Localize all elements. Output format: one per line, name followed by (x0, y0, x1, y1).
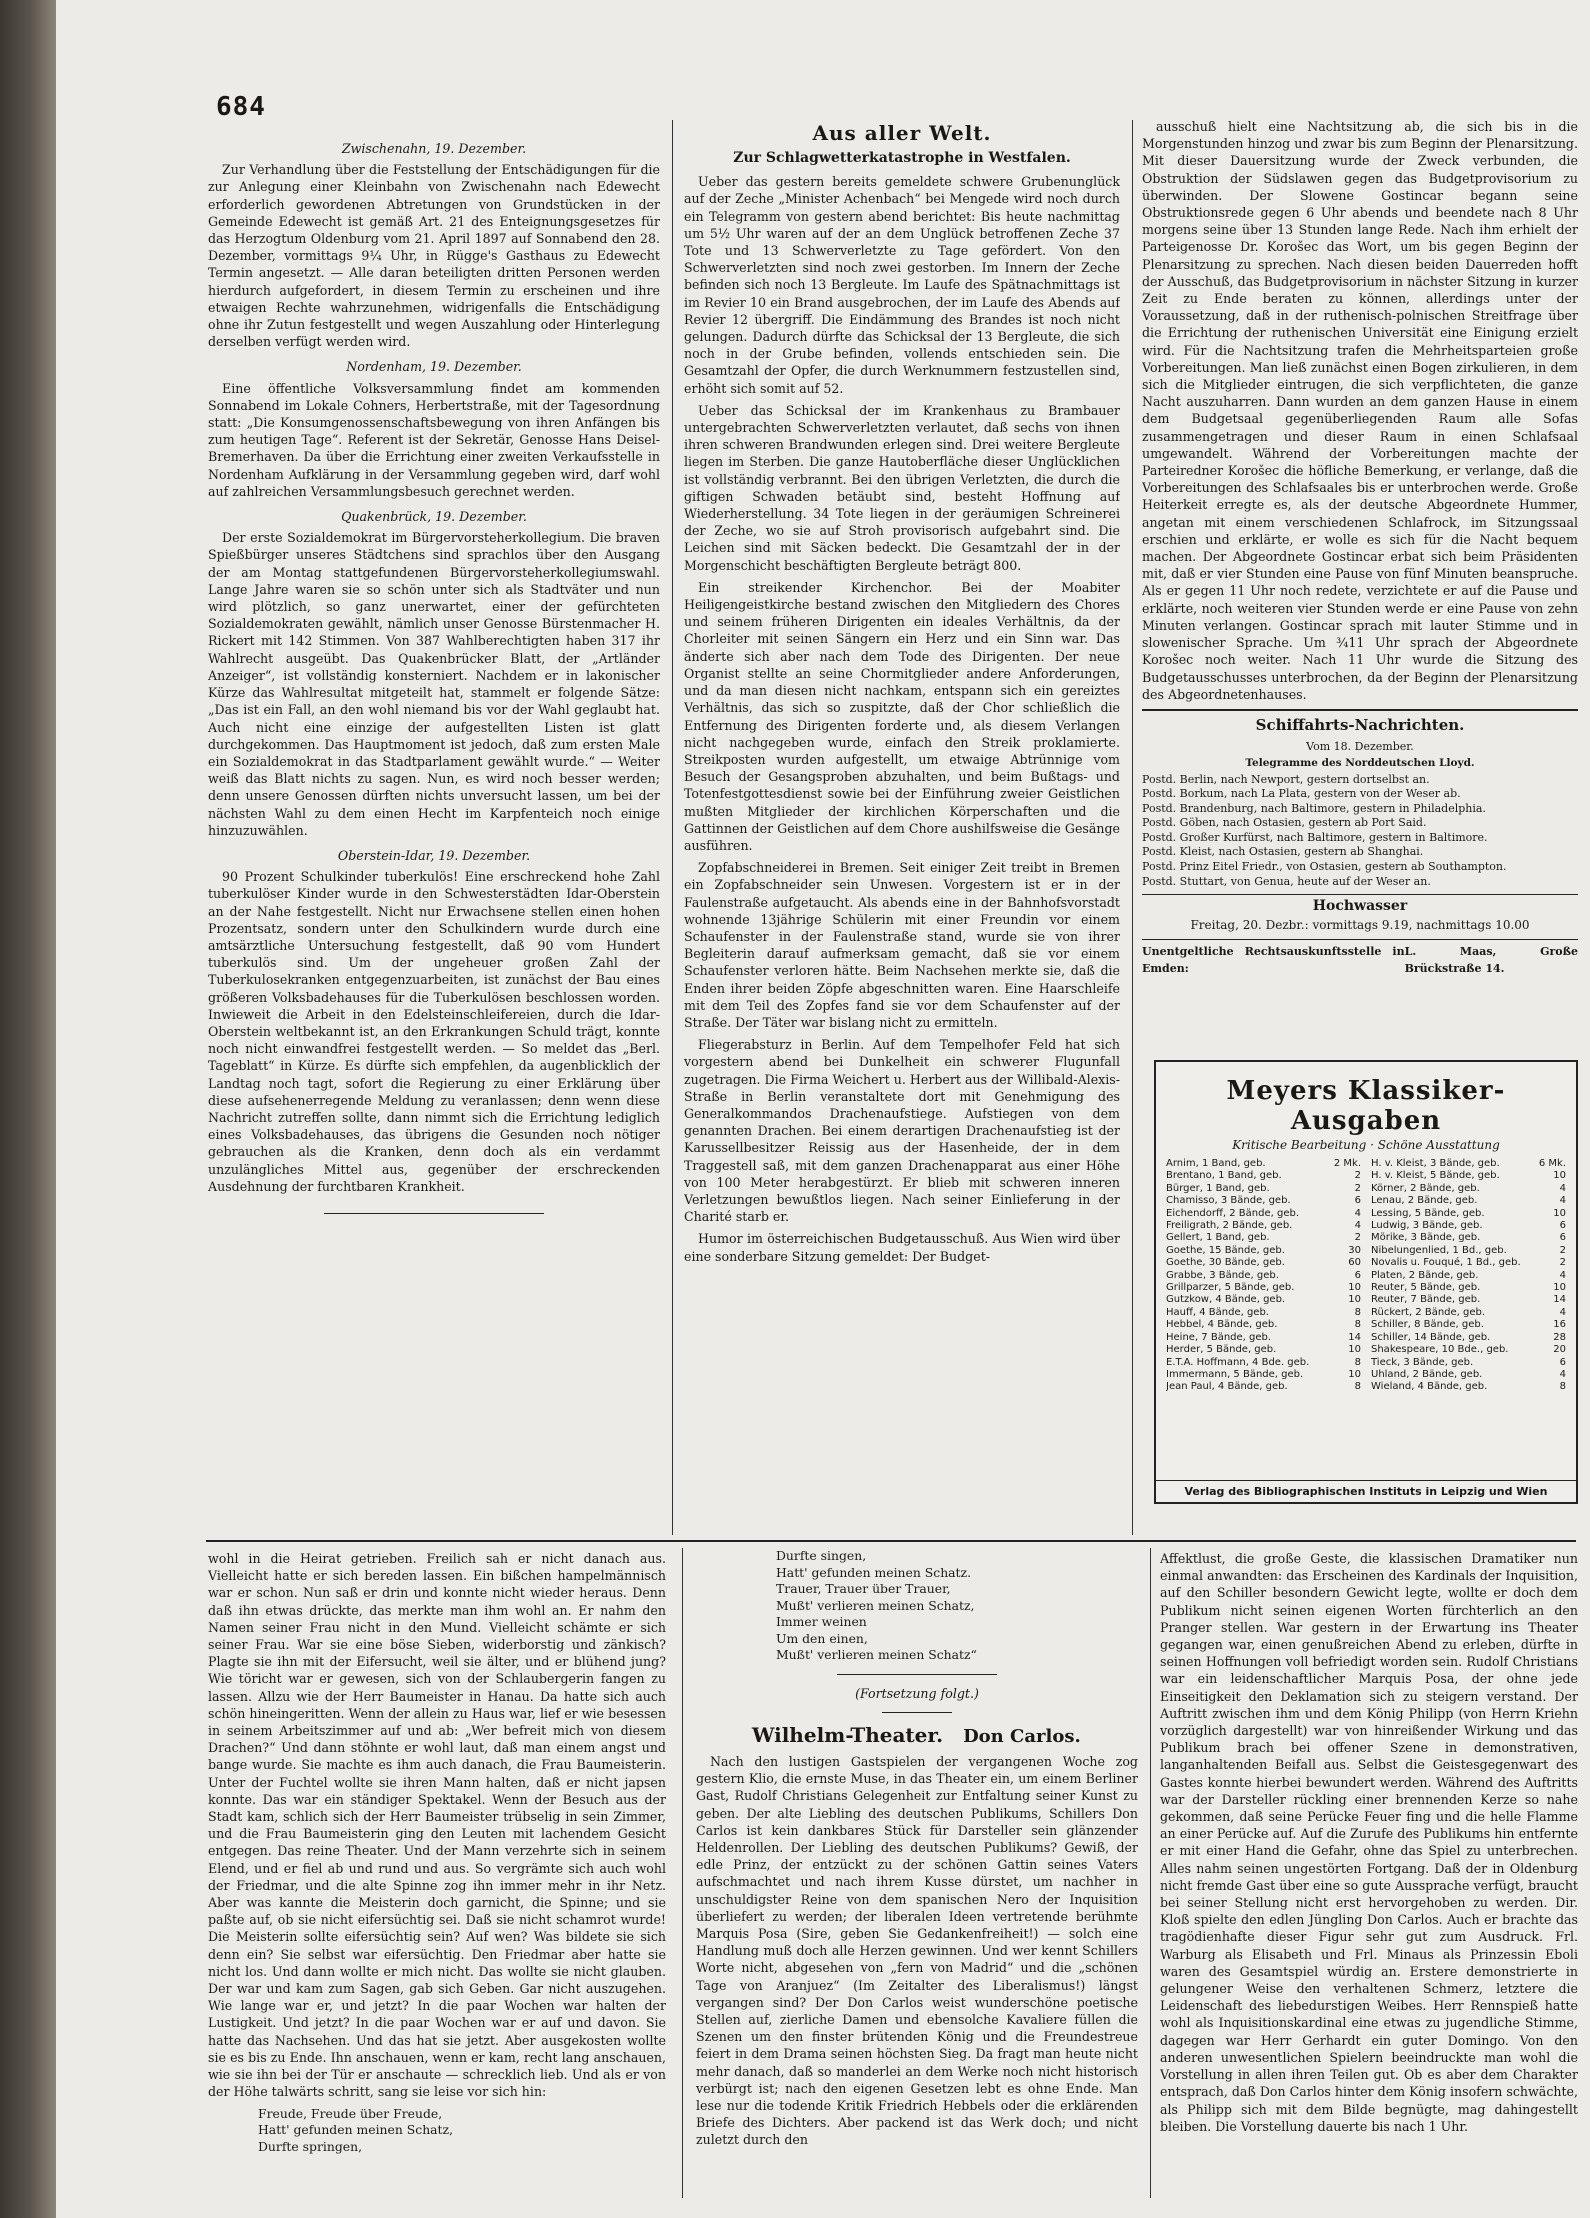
theater-review: Nach den lustigen Gastspielen der vergangenen Woche zog gestern Klio, die ernste Muse, in das Theater ein, um einem Berliner Gast, Rudolf Christians Gelegenheit zur Entfaltung seiner Kunst zu geben. Der alte Liebling des deutschen Publikums, Schillers Don Carlos ist kein dankbares Stück für Darsteller sein glänzender Heldenrollen. Der Liebling des deutschen Publikums? Gewiß, der edle Prinz, der entzückt zu der schönen Gattin seines Vaters aufschmachtet und nach ihrem Kusse dürstet, um nachher in unschuldigster Reine von dem spanischen Nero der Inquisition überliefert zu werden; der liberalen Ideen vertretende berühmte Marquis Posa (Sire, geben Sie Gedankenfreiheit!) — solch eine Handlung muß doch alle Herzen gewinnen. Und wer kennt Schillers Worte nicht, abgesehen von „fern von Madrid“ und die „schönen Tage von Aranjuez“ (Im Zeitalter des Liberalismus!) längst vergangen sind? Der Don Carlos weist wunderschöne poetische Stellen auf, zierliche Damen und ebensolche Kavaliere füllen die Szenen um den finster brütenden König und die Freundestreue feiert in dem Drama seinen höchsten Sieg. Da fragt man heute nicht mehr danach, daß so manderlei an dem Werke noch nicht historisch verbürgt ist; nach den eigenen Gesetzen lebt es ohne Ende. Man lese nur die todende Kritik Friedrich Hebbels oder die erklärenden Briefe des Dichters. Aber packend ist das Werk doch; und nicht zuletzt durch den (696, 1753, 1138, 2148)
ad-item-title: H. v. Kleist, 5 Bände, geb. (1371, 1170, 1500, 1182)
ad-list-item (1371, 1282, 1566, 1294)
news-paragraph: 90 Prozent Schulkinder tuberkulös! Eine erschreckend hohe Zahl tuberkulöser Kinder wurde in den Schwesterstädten Idar-Oberstein an der Nahe festgestellt. Nicht nur Erwachsene stellen einen hohen Prozentsatz, sondern unter den Schulkindern wurde durch eine amtsärztliche Untersuchung festgestellt, daß 90 vom Hundert tuberkulös sind. Um der ungeheuer großen Zahl der Tuberkulosekranken entgegenzuarbeiten, ist zunächst der Bau eines größeren Volksbadehauses für die Tuberkulösen beschlossen worden. Inwieweit die Arbeit in den Edelsteinschleifereien, durch die Idar-Oberstein weltbekannt ist, an den Erkrankungen Schuld trägt, konnte noch nicht einwandfrei festgestellt werden. — So meldet das „Berl. Tageblatt“ in Kürze. Es dürfte sich empfehlen, da augenblicklich der Landtag noch tagt, sofort die Regierung zu einer Erklärung über diese aufsehenerregende Meldung zu veranlassen; denn wenn diese Nachricht zutreffen sollte, dann nimmt sich die Errichtung lediglich eines Volksbadehauses, das übrigens die Gesunden noch nötiger gebrauchen als die Kranken, denn doch als ein verdammt unzulängliches Mittel aus, gegenüber der erschreckenden Ausdehnung der furchtbaren Krankheit. (208, 869, 660, 1194)
story-text: wohl in die Heirat getrieben. Freilich sah er nicht danach aus. Vielleicht hatte er sich bereden lassen. Ein bißchen hampelmännisch war er schon. Nun saß er drin und konnte nicht wieder heraus. Denn daß ihn etwas drückte, das merkte man ihm wohl an. Er nahm den Namen seiner Frau nicht in den Mund. Vielleicht schämte er sich seiner Frau. War sie eine böse Sieben, widerborstig und zänkisch? Plagte sie ihn mit der Eifersucht, weil sie älter, und er blühend jung? Wie töricht war er gewesen, sich von der Schlaubergerin fangen zu lassen. Allzu wie der Herr Baumeister in Hanau. Da hatte sich auch schön hineingeritten. Wenn der allein zu Haus war, lief er wie besessen in seinem Arbeitszimmer auf und ab: „Wer befreit mich von diesem Drachen?“ Und dann stöhnte er wohl laut, daß man einem angst und bange wurde. Sie machte es ihm auch danach, die Frau Baumeisterin. Unter der Fuchtel wollte sie ihren Mann halten, daß er nicht japsen konnte. Das war ein ständiger Spektakel. Wenn der Besuch aus der Stadt kam, schlich sich der Herr Baumeister trübselig in sein Zimmer, und die Frau Baumeisterin ging den Leuten mit lachendem Gesicht entgegen. Das reine Theater. Und der Mann verzehrte sich in seinem Elend, und er fiel ab und rund und aus. So vergrämte sich auch wohl der Friedmar, und die alte Spinne zog ihn immer mehr in ihr Netz. Aber was kannte die Meisterin doch garnicht, die Spinne; und sie paßte auf, ob sie nicht eifersüchtig sei. Daß sie nicht schamrot wurde! Die Meisterin sollte eifersüchtig sein? Auf wen? Was bildete sie sich denn ein? Sie selbst war eifersüchtig. Den Friedmar aber hatte sie nicht los. Und dann wollte er mich nicht. Das wollte sie nicht glauben. Der war und kam zum Sagen, gab sich Geben. Gar nicht auszugehen. Wie lange war er, und jetzt? In die paar Wochen war halten der Lustigkeit. Und jetzt? In die paar Wochen war er auf und davon. Sie hatte das Nachsehen. Und das hat sie jetzt. Aber ausgekosten wollte sie es bis zu Ende. Ihn anschauen, wenn er kam, recht lang anschauen, wie sie ihn bei der Tür er anschaute — schrecklich lieb. Und als er von der Höhe talwärts schritt, sang sie leise vor sich hin: (208, 1551, 666, 2100)
ad-item-title: Wieland, 4 Bände, geb. (1371, 1381, 1488, 1393)
shipping-date: Vom 18. Dezember. (1306, 740, 1414, 754)
ad-item-title: Mörike, 3 Bände, geb. (1371, 1232, 1481, 1244)
poem-line: Um den einen, (776, 1630, 868, 1646)
ad-item-title: Novalis u. Fouqué, 1 Bd., geb. (1371, 1257, 1521, 1269)
ad-publisher: Verlag des Bibliographischen Instituts in Leipzig und Wien (1156, 1480, 1576, 1502)
ad-list-item (1166, 1208, 1361, 1220)
ad-item-price: 4 (1559, 1368, 1566, 1380)
ad-item-price: 6 (1559, 1232, 1566, 1244)
ad-list-item (1371, 1357, 1566, 1369)
ad-item-title: Heine, 7 Bände, geb. (1166, 1331, 1272, 1343)
ad-item-price: 20 (1553, 1344, 1566, 1356)
ad-list-item (1371, 1344, 1566, 1356)
column-aus-aller-welt (684, 118, 1120, 1538)
ad-subtitle: Kritische Bearbeitung · Schöne Ausstattung (1232, 1138, 1500, 1152)
ad-list-item (1166, 1294, 1361, 1306)
ad-list-item (1371, 1195, 1566, 1207)
column-divider (682, 1548, 683, 2198)
ship-entry: Postd. Prinz Eitel Friedr., von Ostasien, gestern ab Southampton. (1142, 860, 1507, 874)
page-number: 684 (216, 92, 266, 122)
ad-list-item (1166, 1282, 1361, 1294)
ad-item-price: 4 (1559, 1182, 1566, 1194)
ad-item-title: Ludwig, 3 Bände, geb. (1371, 1220, 1483, 1232)
poem-line: Hatt' gefunden meinen Schatz. (776, 1564, 972, 1580)
ad-item-price: 4 (1559, 1306, 1566, 1318)
ad-item-title: Hebbel, 4 Bände, geb. (1166, 1319, 1278, 1331)
article-headline: Zur Schlagwetterkatastrophe in Westfalen. (733, 150, 1071, 166)
ship-entry: Postd. Göben, nach Ostasien, gestern ab Port Said. (1142, 816, 1427, 830)
ad-item-title: Grillparzer, 5 Bände, geb. (1166, 1282, 1295, 1294)
ad-item-title: Goethe, 15 Bände, geb. (1166, 1244, 1285, 1256)
ad-list-item (1166, 1332, 1361, 1344)
ad-item-title: Herder, 5 Bände, geb. (1166, 1344, 1277, 1356)
ship-entry: Postd. Kleist, nach Ostasien, gestern ab Shanghai. (1142, 845, 1424, 859)
ad-item-price: 2 (1354, 1232, 1361, 1244)
ad-item-price: 8 (1559, 1381, 1566, 1393)
book-binding (0, 0, 56, 2218)
news-paragraph: Fliegerabsturz in Berlin. Auf dem Tempelhofer Feld hat sich vorgestern abend bei Dunkelheit ein schwerer Flugunfall zugetragen. Die Firma Weichert u. Herbert aus der Willibald-Alexis-Straße in Berlin veranstaltete dort mit Genehmigung des Generalkommandos Drachenaufstiege. Aufstiegen von dem genannten Drachen. Bei einem derartigen Drachenaufstieg ist der Karussellbesitzer Reissig aus der Hasenheide, der in dem Traggestell saß, mit dem ganzen Drachenapparat aus einer Höhe von 100 Meter herabgestürzt. Er blieb mit schweren inneren Verletzungen bewußtlos liegen. Nach seiner Einlieferung in der Charité starb er. (684, 1037, 1120, 1225)
ad-list-item (1371, 1332, 1566, 1344)
ad-list-item (1371, 1170, 1566, 1182)
ad-item-price: 60 (1348, 1257, 1361, 1269)
tide-times: Freitag, 20. Dezbr.: vormittags 9.19, nachmittags 10.00 (1190, 918, 1530, 933)
dateline: Zwischenahn, 19. Dezember. (341, 141, 527, 156)
ad-item-price: 4 (1354, 1207, 1361, 1219)
news-paragraph: ausschuß hielt eine Nachtsitzung ab, die sich bis in die Morgenstunden hinzog und zwar bis zum Beginn der Plenarsitzung. Mit dieser Dauersitzung wurde der Zweck verbunden, die Obstruktion der Südslawen gegen das Budgetprovisorium zu überwinden. Der Slowene Gostincar begann seine Obstruktionsrede gegen 6 Uhr abends und beendete nach 8 Uhr morgens seine über 13 Stunden lange Rede. Nach ihm erhielt der Parteigenosse Dr. Korošec das Wort, um bis gegen Beginn der Plenarsitzung zu sprechen. Nach diesen beiden Dauerreden hofft der Ausschuß, das Budgetprovisorium in nächster Sitzung in kurzer Zeit zu Ende beraten zu können, allerdings unter der Voraussetzung, daß in der ruthenisch-polnischen Streitfrage über die Errichtung der ruthenischen Universität eine Einigung erzielt wird. Für die Nachtsitzung trafen die Mehrheitsparteien große Vorbereitungen. Man ließ zunächst einen Bogen zirkulieren, in dem sich die Mitglieder eintrugen, die sich verpflichteten, die ganze Nacht auszuharren. Dann wurden an dem ganzen Hause in einem dem Budgetsaal gegenüberliegenden Raum alle Sofas zusammengetragen und dieser Raum in einen Schlafsaal umgewandelt. Während der Vorbereitungen machte der Parteiredner Korošec die höfliche Bemerkung, er verlange, daß die Vorbereitungen des Schlafsaales bis er unterbrochen werde. Große Heiterkeit erregte es, als der deutsche Abgeordnete Hummer, angetan mit einem verschiedenen Schlafrock, im Sitzungssaal erschien und erklärte, er wolle es sich für die Nacht bequem machen. Der Abgeordnete Gostincar erbat sich beim Präsidenten mit, daß er vier Stunden eine Pause von fünf Minuten beanspruche. Als er gegen 11 Uhr noch redete, verzichtete er auf die Pause und erklärte, noch weiteren vier Stunden werde er eine Pause von zehn Minuten verlangen. Gostincar sprach mit lauter Stimme und in slowenischer Sprache. Um ¾11 Uhr sprach der Abgeordnete Korošec noch weiter. Nach 11 Uhr wurde die Sitzung des Budgetausschusses unterbrochen, da der Beginn der Plenarsitzung des Abgeordnetenhauses. (1142, 119, 1578, 702)
ad-item-price: 6 (1559, 1220, 1566, 1232)
ship-entry: Postd. Berlin, nach Newport, gestern dortselbst an. (1142, 772, 1430, 786)
ad-item-price: 10 (1348, 1282, 1361, 1294)
ad-item-title: Brentano, 1 Band, geb. (1166, 1170, 1282, 1182)
ship-entry: Postd. Großer Kurfürst, nach Baltimore, gestern in Baltimore. (1142, 830, 1488, 844)
ad-list-item (1166, 1381, 1361, 1393)
dateline: Oberstein-Idar, 19. Dezember. (337, 847, 531, 863)
ad-item-price: 2 (1559, 1244, 1566, 1256)
ad-list-item (1371, 1208, 1566, 1220)
continued-note: (Fortsetzung folgt.) (855, 1685, 979, 1701)
poem-line: Mußt' verlieren meinen Schatz“ (776, 1647, 977, 1662)
ad-list-item (1166, 1344, 1361, 1356)
ad-price-list (1166, 1158, 1566, 1394)
ad-item-title: Reuter, 5 Bände, geb. (1371, 1282, 1481, 1294)
ad-item-title: Schiller, 8 Bände, geb. (1371, 1319, 1484, 1331)
ad-item-price: 10 (1348, 1344, 1361, 1356)
ad-title: Meyers Klassiker-Ausgaben (1226, 1076, 1506, 1136)
ad-item-title: Goethe, 30 Bände, geb. (1166, 1257, 1285, 1269)
ad-list-item (1166, 1357, 1361, 1369)
legal-aid-label: Unentgeltliche Rechtsauskunftsstelle in Emden: (1142, 944, 1405, 975)
ad-item-title: Shakespeare, 10 Bde., geb. (1371, 1344, 1509, 1356)
ad-list-item (1371, 1270, 1566, 1282)
feuilleton-story (208, 1550, 666, 2200)
dateline: Nordenham, 19. Dezember. (346, 359, 522, 375)
ad-list-item (1371, 1257, 1566, 1269)
klassiker-advertisement (1154, 1060, 1578, 1504)
ad-list-item (1166, 1158, 1361, 1170)
ad-list-item (1166, 1232, 1361, 1244)
ship-entry: Postd. Brandenburg, nach Baltimore, gestern in Philadelphia. (1142, 801, 1486, 815)
ad-item-price: 10 (1553, 1170, 1566, 1182)
news-paragraph: Ein streikender Kirchenchor. Bei der Moabiter Heiligengeistkirche bestand zwischen den Mitgliedern des Chores und seinem früheren Dirigenten ein ideales Verhältnis, da der Chorleiter mit seinen Sängern ein Herz und ein Sinn war. Das änderte sich aber nach dem Tode des Dirigenten. Der neue Organist stellte an seine Chormitglieder andere Anforderungen, und da man diesen nicht nachkam, entspann sich ein gereiztes Verhältnis, das sich so zuspitzte, daß der Chor schließlich die Entfernung des Dirigenten forderte und, als diesem Verlangen nicht nachgegeben wurde, einfach den Streik proklamierte. Streikposten wurden aufgestellt, um etwaige Abtrünnige vom Besuch der Gesangsproben abzuhalten, und beim Bußtags- und Totenfestgottesdienst sowie bei der Einführung zweier Geistlichen mußten Mitglieder der kirchlichen Körperschaften und die Gattinnen der Geistlichen auf dem Chore aushilfsweise die Gesänge ausführen. (684, 579, 1120, 853)
ad-item-title: Lessing, 5 Bände, geb. (1371, 1207, 1485, 1219)
poem-line: Mußt' verlieren meinen Schatz, (776, 1597, 975, 1613)
ad-item-price: 14 (1553, 1294, 1566, 1306)
ad-item-price: 4 (1559, 1195, 1566, 1207)
ad-list-item (1371, 1381, 1566, 1393)
ad-item-price: 30 (1348, 1244, 1361, 1256)
column-local-news (208, 132, 660, 1632)
divider (1142, 894, 1578, 895)
ad-item-price: 6 (1354, 1195, 1361, 1207)
ad-item-price: 4 (1354, 1220, 1361, 1232)
play-title: Don Carlos. (963, 1725, 1081, 1747)
ad-list-item (1166, 1220, 1361, 1232)
poem-line: Durfte springen, (258, 2138, 363, 2154)
news-paragraph: Der erste Sozialdemokrat im Bürgervorsteherkollegium. Die braven Spießbürger unseres Städtchens sind sprachlos über den Ausgang der am Montag stattgefundenen Bürgervorsteherkollegiumswahl. Lange Jahre waren sie so schön unter sich als Stadtväter und nun wird plötzlich, so ganz unerwartet, einer der gefürchteten Sozialdemokraten gewählt, nämlich unser Genosse Bürstenmacher H. Rickert mit 142 Stimmen. Von 387 Wahlberechtigten haben 317 ihr Wahlrecht ausgeübt. Das Quakenbrücker Blatt, der „Artländer Anzeiger“, ist vollständig konsterniert. Nachdem er in lakonischer Kürze das Wahlresultat mitgeteilt hat, stammelt er folgende Sätze: „Das ist ein Fall, an den wohl niemand bis vor der Wahl geglaubt hat. Auch nicht eine einzige der aufgestellten Listen ist glatt durchgekommen. Das Hauptmoment ist jedoch, daß zum ersten Male ein Sozialdemokrat in das Stadtparlament gewählt wurde.“ — Weiter weiß das Blatt nichts zu sagen. Nun, es wird noch besser werden; denn unsere Genossen dürften nichts unversucht lassen, um bei der nächsten Wahl zu dem einen Hecht im Karpfenteich noch einige hinzuzuwählen. (208, 530, 660, 838)
ad-item-price: 10 (1553, 1282, 1566, 1294)
ad-item-title: Lenau, 2 Bände, geb. (1371, 1195, 1478, 1207)
column-divider (1150, 1548, 1151, 2198)
review-text: Affektlust, die große Geste, die klassischen Dramatiker nun einmal anwandten: das Erscheinen des Kardinals der Inquisition, auf den Schiller besondern Gewicht legte, wollte er doch dem Publikum nicht seinen eigenen Worten fürchterlich an den Pranger stellen. War gestern in der Erwartung ins Theater gegangen war, einen genußreichen Abend zu erleben, dürfte in seinen Hoffnungen voll befriedigt worden sein. Rudolf Christians war ein leidenschaftlicher Marquis Posa, der ohne jede Einseitigkeit den Deklamation sich zu steigern verstand. Der Auftritt zwischen ihm und dem König Philipp (von Herrn Kriehn vorzüglich dargestellt) war von hinreißender Wirkung und das Publikum brach bei offener Szene in demonstrativen, langanhaltenden Beifall aus. Selbst die Geistesgegenwart des Gastes konnte hierbei bewundert werden. Während des Auftritts war der Darsteller rückling einer brennenden Kerze so nahe gekommen, daß seine Perücke Feuer fing und die helle Flamme an einer Perücke auf. Auf die Zurufe des Publikums hin entfernte er mit einer Hand die Gefahr, ohne das Spiel zu unterbrechen. Alles nahm seinen ungestörten Fortgang. Daß der in Oldenburg nicht fremde Gast über eine so gute Aussprache verfügt, braucht bei seiner Stellung nicht erst hervorgehoben zu werden. Dir. Kloß spielte den edlen Jüngling Don Carlos. Auch er brachte das tragödienhafte dieser Figur sehr gut zum Ausdruck. Frl. Warburg als Elisabeth und Frl. Minaus als Prinzessin Eboli waren des Gesamtspiel würdig an. Erstere demonstrierte in gelungener Weise den verhaltenen Schmerz, letztere die Leidenschaft des liebedurstigen Weibes. Herr Rennspieß hatte wohl als Inquisitionskardinal eine etwas zu jugendliche Stimme, dagegen war Herr Gerhardt ein guter Domingo. Von den anderen unwesentlichen Spielern beeindruckte man wohl die Vorstellung in allen ihren Teilen gut. Ob es aber dem Charakter entsprach, daß Don Carlos hinter dem König insofern schwächte, als Philipp sich mit dem Bilde begnügte, mag dahingestellt bleiben. Die Vorstellung dauerte bis nach 1 Uhr. (1160, 1551, 1578, 2134)
ad-item-price: 2 Mk. (1333, 1158, 1361, 1169)
news-paragraph: Zopfabschneiderei in Bremen. Seit einiger Zeit treibt in Bremen ein Zopfabschneider sein Unwesen. Vorgestern ist er in der Faulenstraße aufgetaucht. Als abends eine in der Bahnhofsvorstadt wohnende 13jährige Schülerin mit einer Freundin vor einem Schaufenster in der Faulenstraße stand, wurde sie von ihrer Begleiterin darauf aufmerksam gemacht, daß sie vor einem Schaufenster verloren hätte. Beim Nachsehen merkte sie, daß die Enden ihrer beiden Zöpfe abgeschnitten waren. Eine Haarschleife mit dem Teil des Zopfes fand sie vor dem Schaufenster auf der Straße. Der Täter war bislang nicht zu ermitteln. (684, 860, 1120, 1030)
shipping-source: Telegramme des Norddeutschen Lloyd. (1245, 757, 1475, 770)
divider (1142, 939, 1578, 940)
news-paragraph: Humor im österreichischen Budgetausschuß. Aus Wien wird über eine sonderbare Sitzung gemeldet: Der Budget- (684, 1231, 1120, 1264)
ad-list-right (1371, 1158, 1566, 1394)
ad-list-item (1166, 1195, 1361, 1207)
ad-list-item (1166, 1319, 1361, 1331)
news-paragraph: Ueber das Schicksal der im Krankenhaus zu Brambauer untergebrachten Schwerverletzten verlautet, daß sechs von ihnen ihren schweren Brandwunden erlegen sind. Drei weitere Bergleute liegen im Sterben. Die ganze Hautoberfläche dieser Unglücklichen ist vollständig verbrannt. Bei den übrigen Verletzten, die durch die giftigen Schwaden betäubt sind, besteht Hoffnung auf Wiederherstellung. 34 Tote liegen in der geräumigen Schreinerei der Zeche, wo sie auf Stroh provisorisch aufgebahrt sind. Die Leichen sind mit Säcken bedeckt. Die Gesamtzahl der in der Morgenschicht beschäftigten Bergleute beträgt 800. (684, 402, 1120, 573)
ad-item-price: 16 (1553, 1319, 1566, 1331)
ad-list-item (1371, 1369, 1566, 1381)
column-divider (1132, 120, 1133, 1535)
feuilleton-middle (696, 1548, 1138, 2208)
divider (324, 1213, 544, 1214)
ad-item-price: 4 (1559, 1269, 1566, 1281)
ad-item-price: 8 (1354, 1381, 1361, 1393)
ad-item-title: Jean Paul, 4 Bände, geb. (1166, 1381, 1288, 1393)
ad-item-price: 8 (1354, 1356, 1361, 1368)
ad-item-title: Chamisso, 3 Bände, geb. (1166, 1195, 1291, 1207)
tide-title: Hochwasser (1312, 898, 1408, 915)
poem-line: Trauer, Trauer über Trauer, (776, 1581, 951, 1596)
legal-aid-notice (1142, 943, 1578, 977)
feuilleton-separator (206, 1540, 1576, 1542)
shipping-list (1142, 773, 1578, 890)
article-body (684, 173, 1120, 1265)
poem-line: Freude, Freude über Freude, (258, 2105, 443, 2121)
ad-item-title: Rückert, 2 Bände, geb. (1371, 1306, 1486, 1318)
ad-item-title: Freiligrath, 2 Bände, geb. (1166, 1220, 1293, 1232)
ad-item-title: Arnim, 1 Band, geb. (1166, 1158, 1266, 1169)
ad-item-price: 2 (1559, 1257, 1566, 1269)
ad-item-title: Hauff, 4 Bände, geb. (1166, 1306, 1269, 1318)
divider (1142, 709, 1578, 711)
poem-line: Durfte singen, (776, 1548, 867, 1563)
ad-item-title: Körner, 2 Bände, geb. (1371, 1182, 1480, 1194)
divider (837, 1674, 997, 1675)
theater-name: Wilhelm-Theater. (752, 1722, 944, 1747)
ad-item-title: Gutzkow, 4 Bände, geb. (1166, 1294, 1286, 1306)
ad-list-item (1166, 1257, 1361, 1269)
ad-list-item (1371, 1183, 1566, 1195)
ad-list-item (1166, 1369, 1361, 1381)
ad-list-item (1371, 1158, 1566, 1170)
ad-list-item (1166, 1183, 1361, 1195)
column-divider (672, 120, 673, 1535)
news-paragraph: Eine öffentliche Volksversammlung findet am kommenden Sonnabend im Lokale Cohners, Herbertstraße, mit der Tagesordnung statt: „Die Konsumgenossenschaftsbewegung von ihren Anfängen bis zum heutigen Tage“. Referent ist der Sekretär, Genosse Hans Deisel-Bremerhaven. Da über die Errichtung einer zweiten Verkaufsstelle in Nordenham Aufklärung in der Versammlung gegeben wird, darf wohl auf zahlreichen Versammlungsbesuch gerechnet werden. (208, 380, 660, 499)
story-poem (258, 2106, 666, 2156)
ad-item-price: 8 (1354, 1306, 1361, 1318)
ship-entry: Postd. Borkum, nach La Plata, gestern von der Weser ab. (1142, 787, 1461, 801)
ad-item-price: 10 (1348, 1368, 1361, 1380)
ad-list-item (1371, 1294, 1566, 1306)
poem-line: Hatt' gefunden meinen Schatz, (258, 2122, 454, 2137)
ship-entry: Postd. Stuttart, von Genua, heute auf der Weser an. (1142, 874, 1431, 888)
ad-item-title: Schiller, 14 Bände, geb. (1371, 1331, 1491, 1343)
ad-list-item (1371, 1220, 1566, 1232)
legal-aid-address: L. Maas, Große Brückstraße 14. (1404, 944, 1578, 975)
ad-list-left (1166, 1158, 1361, 1394)
ad-list-item (1371, 1245, 1566, 1257)
ad-item-title: Gellert, 1 Band, geb. (1166, 1232, 1270, 1244)
ad-list-item (1166, 1170, 1361, 1182)
ad-item-price: 2 (1354, 1182, 1361, 1194)
ad-item-title: Bürger, 1 Band, geb. (1166, 1182, 1270, 1194)
ad-item-price: 14 (1348, 1331, 1361, 1343)
section-title: Aus aller Welt. (812, 121, 992, 145)
ad-item-price: 8 (1354, 1319, 1361, 1331)
ad-item-title: Tieck, 3 Bände, geb. (1371, 1356, 1474, 1368)
ad-item-price: 10 (1348, 1294, 1361, 1306)
ad-list-item (1166, 1270, 1361, 1282)
ad-item-price: 2 (1354, 1170, 1361, 1182)
ad-list-item (1371, 1232, 1566, 1244)
ad-item-price: 28 (1553, 1331, 1566, 1343)
feuilleton-review-continued (1160, 1550, 1578, 2200)
ad-item-title: H. v. Kleist, 3 Bände, geb. (1371, 1158, 1500, 1169)
ad-item-price: 10 (1553, 1207, 1566, 1219)
ad-item-title: Platen, 2 Bände, geb. (1371, 1269, 1479, 1281)
ad-item-title: Nibelungenlied, 1 Bd., geb. (1371, 1244, 1507, 1256)
shipping-news-title: Schiffahrts-Nachrichten. (1255, 715, 1465, 734)
ad-list-item (1371, 1319, 1566, 1331)
theater-headline (752, 1722, 1138, 1747)
poem-line: Immer weinen (776, 1614, 867, 1629)
newspaper-page (56, 0, 1590, 2218)
news-paragraph: Zur Verhandlung über die Feststellung der Entschädigungen für die zur Anlegung einer Kleinbahn von Zwischenahn nach Edewecht erforderlich gewordenen Abtretungen von Grundstücken in der Gemeinde Edewecht ist gemäß Art. 21 des Enteignungsgesetzes für das Herzogtum Oldenburg vom 21. April 1897 auf Sonnabend den 28. Dezember, vormittags 9¼ Uhr, in Rügge's Gasthaus zu Edewecht Termin angesetzt. — Alle daran beteiligten dritten Personen werden hierdurch aufgefordert, in diesem Termin zu erscheinen und ihre etwaigen Rechte wahrzunehmen, widrigenfalls die Entschädigung ohne ihr Zutun festgestellt und wegen Auszahlung oder Hinterlegung derselben verfügt werden wird. (208, 162, 660, 350)
ad-item-title: Immermann, 5 Bände, geb. (1166, 1368, 1304, 1380)
ad-list-item (1166, 1307, 1361, 1319)
ad-item-title: E.T.A. Hoffmann, 4 Bde. geb. (1166, 1356, 1310, 1368)
ad-item-price: 6 Mk. (1538, 1158, 1566, 1169)
ad-item-title: Grabbe, 3 Bände, geb. (1166, 1269, 1279, 1281)
story-poem-continued (776, 1548, 1138, 1664)
news-paragraph: Ueber das gestern bereits gemeldete schwere Grubenunglück auf der Zeche „Minister Achenbach“ bei Mengede wird noch durch ein Telegramm von gestern abend berichtet: Bis heute nachmittag um 5½ Uhr waren auf der an dem Unglück betroffenen Zeche 37 Tote und 13 Schwerverletzte zu Tage gefördert. Von den Schwerverletzten sind noch zwei gestorben. Im Innern der Zeche befinden sich noch 13 Bergleute. Im Laufe des Spätnachmittags ist im Revier 10 ein Brand ausgebrochen, der im Laufe des Abends auf Revier 12 übergriff. Die Eindämmung des Brandes ist noch nicht gelungen. Dadurch dürfte das Schicksal der 13 Bergleute, die sich noch in der Grube befinden, vollends entschieden sein. Die Gesamtzahl der Opfer, die durch Werknummern festzustellen sind, erhöht sich somit auf 52. (684, 174, 1120, 396)
ad-list-item (1166, 1245, 1361, 1257)
ad-item-title: Eichendorff, 2 Bände, geb. (1166, 1207, 1299, 1219)
ad-item-title: Uhland, 2 Bände, geb. (1371, 1368, 1483, 1380)
dateline: Quakenbrück, 19. Dezember. (341, 509, 527, 525)
ad-item-price: 6 (1559, 1356, 1566, 1368)
budget-article (1142, 118, 1578, 703)
ad-item-price: 6 (1354, 1269, 1361, 1281)
divider (882, 1712, 952, 1713)
ad-item-title: Reuter, 7 Bände, geb. (1371, 1294, 1481, 1306)
ad-list-item (1371, 1307, 1566, 1319)
